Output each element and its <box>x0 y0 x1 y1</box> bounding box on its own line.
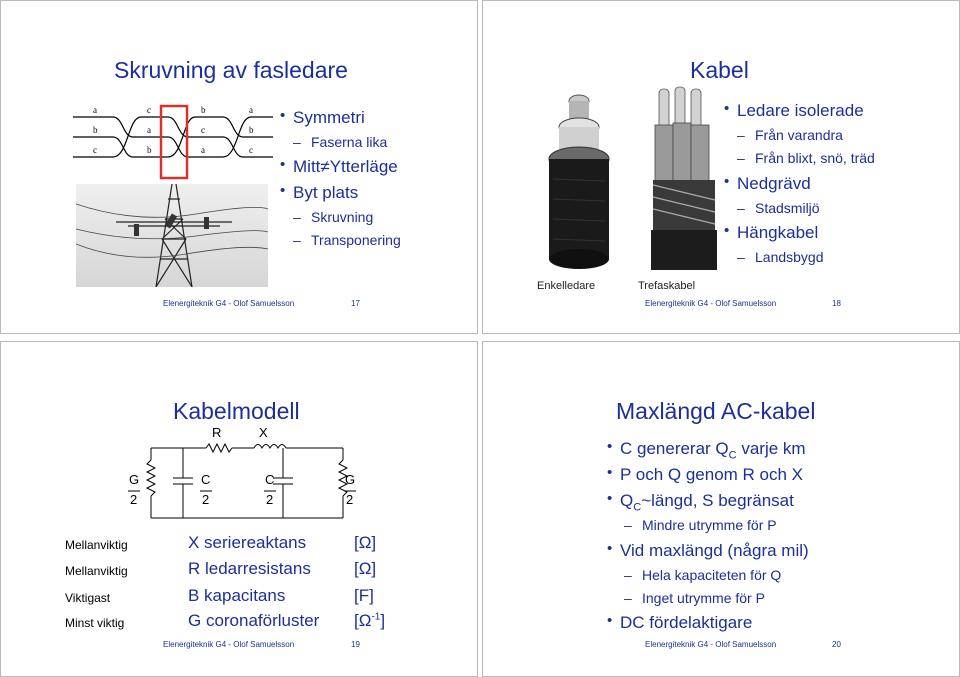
slide-20 <box>482 341 960 677</box>
slide-footer: Elenergiteknik G4 - Olof Samuelsson <box>645 299 777 308</box>
sub-hela-kapaciteten: – Hela kapaciteten för Q <box>624 567 782 583</box>
svg-text:a: a <box>249 105 253 115</box>
row-variable: R ledarresistans <box>188 559 311 578</box>
row-variable: G coronaförluster <box>188 611 320 630</box>
page-number: 17 <box>351 299 360 308</box>
bullet-hangkabel: • Hängkabel <box>724 222 819 242</box>
row-tag: Viktigast <box>65 591 111 605</box>
sub-inget-utrymme: – Inget utrymme för P <box>624 590 765 606</box>
row-variable: B kapacitans <box>188 586 286 605</box>
label-g-left: G <box>129 472 140 487</box>
bullet-mitt-ytterlage: • Mitt≠Ytterläge <box>280 156 398 176</box>
svg-text:b: b <box>249 125 254 135</box>
label-c-right: C <box>265 472 275 487</box>
svg-text:c: c <box>249 145 253 155</box>
row-unit: [Ω] <box>354 559 377 578</box>
sub-faserna-lika: – Faserna lika <box>293 134 388 150</box>
label-g-right: G <box>345 472 356 487</box>
sub-mindre-utrymme: – Mindre utrymme för P <box>624 517 777 533</box>
label-two-g-left: 2 <box>130 492 138 507</box>
label-two-g-right: 2 <box>346 492 354 507</box>
svg-text:c: c <box>147 105 151 115</box>
single-core-cable-image <box>539 89 619 271</box>
slide-title: Kabel <box>690 57 749 83</box>
bullet-c-genererar: • C genererar $Q_C$ varje km <box>607 438 806 462</box>
svg-text:a: a <box>201 145 205 155</box>
label-two-c-left: 2 <box>202 492 210 507</box>
row-variable: X seriereaktans <box>188 533 307 552</box>
three-phase-cable-image <box>645 85 725 275</box>
page-number: 20 <box>832 640 841 649</box>
slide-19 <box>0 341 478 677</box>
label-c-left: C <box>201 472 211 487</box>
cable-model-circuit <box>111 434 371 534</box>
bullet-symmetri: • Symmetri <box>280 107 365 127</box>
slide-footer: Elenergiteknik G4 - Olof Samuelsson <box>163 640 295 649</box>
row-unit: [F] <box>354 586 374 605</box>
transmission-tower-photo <box>76 184 268 287</box>
phase-letter: a <box>93 105 97 115</box>
transposition-diagram <box>73 101 273 181</box>
slide-title: Maxlängd AC-kabel <box>616 398 816 424</box>
sub-landsbygd: – Landsbygd <box>737 249 824 265</box>
row-unit: $[\Omega^{-1}]$ <box>354 611 386 630</box>
bullet-nedgravd: • Nedgrävd <box>724 173 811 193</box>
page-number: 18 <box>832 299 841 308</box>
row-tag: Minst viktig <box>65 616 125 630</box>
svg-text:b: b <box>93 125 98 135</box>
svg-text:a: a <box>147 125 151 135</box>
slide-title: Kabelmodell <box>173 398 300 424</box>
svg-text:c: c <box>93 145 97 155</box>
sub-skruvning: – Skruvning <box>293 209 374 225</box>
svg-text:b: b <box>147 145 152 155</box>
row-unit: [Ω] <box>354 533 377 552</box>
bullet-vid-maxlangd: • Vid maxlängd (några mil) <box>607 540 809 560</box>
sub-fran-varandra: – Från varandra <box>737 127 843 143</box>
fraction-bars <box>111 489 371 499</box>
slide-footer: Elenergiteknik G4 - Olof Samuelsson <box>163 299 295 308</box>
slide-title: Skruvning av fasledare <box>114 57 348 83</box>
row-tag: Mellanviktig <box>65 564 128 578</box>
sub-transponering: – Transponering <box>293 232 401 248</box>
sub-fran-blixt: – Från blixt, snö, träd <box>737 150 875 166</box>
bullet-ledare-isolerade: • Ledare isolerade <box>724 100 864 120</box>
caption-trefaskabel: Trefaskabel <box>638 280 696 292</box>
caption-enkelledare: Enkelledare <box>537 280 596 292</box>
bullet-p-och-q: • P och Q genom R och X <box>607 464 804 484</box>
label-two-c-right: 2 <box>266 492 274 507</box>
bullet-qc-langd: • $Q_C\sim längd$, S begränsat <box>607 490 794 514</box>
slide-17 <box>0 0 478 334</box>
sub-stadsmiljo: – Stadsmiljö <box>737 200 820 216</box>
svg-text:b: b <box>201 105 206 115</box>
slide-footer: Elenergiteknik G4 - Olof Samuelsson <box>645 640 777 649</box>
svg-text:c: c <box>201 125 205 135</box>
slide-18 <box>482 0 960 334</box>
label-r: R <box>212 425 222 440</box>
bullet-dc-fordelaktigare: • DC fördelaktigare <box>607 612 753 632</box>
label-x: X <box>259 425 268 440</box>
row-tag: Mellanviktig <box>65 538 128 552</box>
page-number: 19 <box>351 640 360 649</box>
bullet-byt-plats: • Byt plats <box>280 182 359 202</box>
